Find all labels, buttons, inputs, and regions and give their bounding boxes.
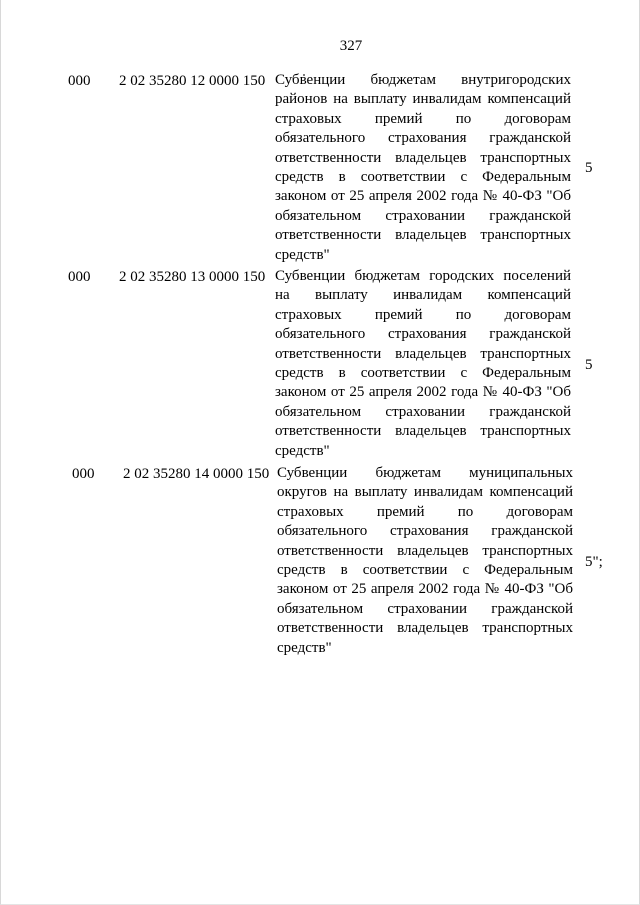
budget-classification-code: 2 02 35280 14 0000 150 bbox=[123, 466, 270, 482]
page-number: 327 bbox=[339, 38, 363, 54]
amount-value: 5 bbox=[585, 357, 593, 373]
income-description: Субвенции бюджетам городских поселений на выплату инвалидам компенсаций страховых премий по договорам обязательного страхования гражданской ответственности владельцев транспортных средств в соответствии с Федеральным законом от 25 апреля 2002 года № 40-ФЗ "Об обязательном страховании гражданской ответственности владельцев транспортных средств" bbox=[275, 268, 571, 459]
amount-value: 5"; bbox=[585, 554, 603, 570]
income-description: Субвенции бюджетам внутригородских районов на выплату инвалидам компенсаций страховых премий по договорам обязательного страхования гражданской ответственности владельцев транспортных средств в соответствии с Федеральным законом от 25 апреля 2002 года № 40-ФЗ "Об обязательном страховании гражданской ответственности владельцев транспортных средств" bbox=[275, 72, 571, 263]
budget-classification-code: 2 02 35280 12 0000 150 bbox=[119, 73, 266, 89]
admin-code: 000 bbox=[68, 269, 91, 285]
admin-code: 000 bbox=[72, 466, 95, 482]
amount-value: 5 bbox=[585, 160, 593, 176]
income-description: Субвенции бюджетам муниципальных округов на выплату инвалидам компенсаций страховых премий по договорам обязательного страхования гражданской ответственности владельцев транспортных средств в соответствии с Федеральным законом от 25 апреля 2002 года № 40-ФЗ "Об обязательном страховании гражданской ответственности владельцев транспортных средств" bbox=[277, 465, 573, 656]
admin-code: 000 bbox=[68, 73, 91, 89]
budget-classification-code: 2 02 35280 13 0000 150 bbox=[119, 269, 266, 285]
